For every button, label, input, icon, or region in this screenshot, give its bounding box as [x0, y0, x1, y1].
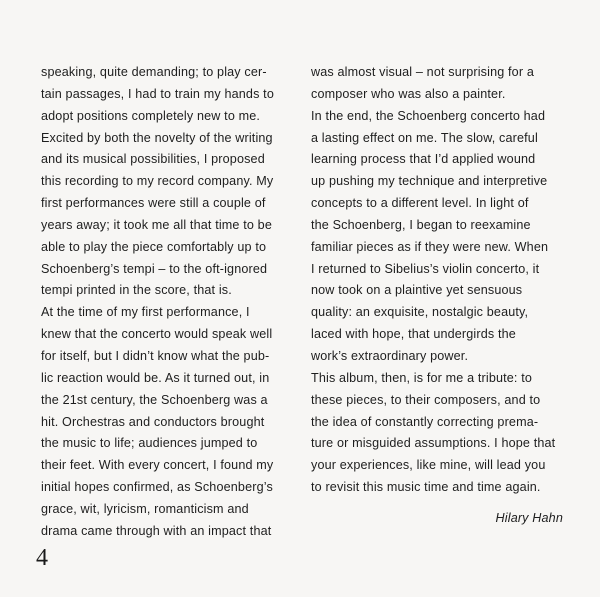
text-line: now took on a plaintive yet sensuous [311, 283, 523, 298]
text-line: the 21st century, the Schoenberg was a [41, 392, 268, 407]
text-line: In the end, the Schoenberg concerto had [311, 108, 546, 123]
text-line: Schoenberg’s tempi – to the oft-ignored [41, 261, 268, 276]
left-text-column [41, 62, 293, 543]
text-line: a lasting effect on me. The slow, careful [311, 130, 538, 145]
text-line: their feet. With every concert, I found my [41, 458, 274, 473]
text-line: years away; it took me all that time to be [41, 217, 272, 232]
text-line: adopt positions completely new to me. [41, 108, 261, 123]
text-line: tain passages, I had to train my hands to [41, 86, 274, 101]
text-line: for itself, but I didn’t know what the pub- [41, 348, 270, 363]
author-signature: Hilary Hahn [495, 510, 563, 525]
text-line: hit. Orchestras and conductors brought [41, 414, 265, 429]
text-line: the music to life; audiences jumped to [41, 436, 258, 451]
text-line: drama came through with an impact that [41, 523, 272, 538]
text-line: This album, then, is for me a tribute: to [311, 370, 533, 385]
text-line: first performances were still a couple of [41, 196, 266, 211]
text-line: up pushing my technique and interpretive [311, 174, 548, 189]
page-number: 4 [36, 545, 48, 571]
text-line: composer who was also a painter. [311, 86, 506, 101]
text-line: to revisit this music time and time again. [311, 480, 541, 495]
text-line: your experiences, like mine, will lead you [311, 458, 546, 473]
text-line: familiar pieces as if they were new. When [311, 239, 549, 254]
text-line: these pieces, to their composers, and to [311, 392, 541, 407]
text-line: was almost visual – not surprising for a [311, 65, 534, 79]
text-line: lic reaction would be. As it turned out, in [41, 370, 270, 385]
text-line: grace, wit, lyricism, romanticism and [41, 501, 249, 516]
text-line: work’s extraordinary power. [311, 348, 469, 363]
text-line: I returned to Sibelius’s violin concerto, it [311, 261, 540, 276]
text-line: At the time of my first performance, I [41, 305, 250, 320]
text-line: speaking, quite demanding; to play cer- [41, 65, 267, 79]
text-line: and its musical possibilities, I proposed [41, 152, 265, 167]
text-line: able to play the piece comfortably up to [41, 239, 267, 254]
text-line: concepts to a different level. In light of [311, 196, 529, 211]
text-line: quality: an exquisite, nostalgic beauty, [311, 305, 529, 320]
text-line: tempi printed in the score, that is. [41, 283, 232, 298]
text-line: laced with hope, that undergirds the [311, 327, 516, 342]
text-line: the idea of constantly correcting prema- [311, 414, 539, 429]
right-text-column [311, 62, 563, 530]
text-line: ture or misguided assumptions. I hope that [311, 436, 556, 451]
text-line: this recording to my record company. My [41, 174, 274, 189]
text-line: knew that the concerto would speak well [41, 327, 273, 342]
text-line: learning process that I’d applied wound [311, 152, 536, 167]
text-line: the Schoenberg, I began to reexamine [311, 217, 531, 232]
text-line: initial hopes confirmed, as Schoenberg’s [41, 480, 273, 495]
text-line: Excited by both the novelty of the writing [41, 130, 273, 145]
